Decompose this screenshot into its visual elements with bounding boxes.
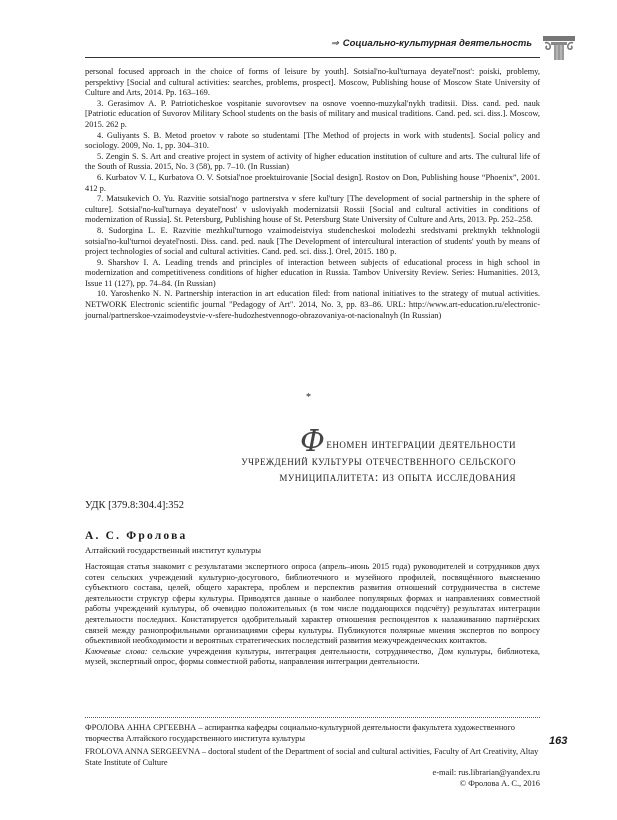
abstract-text: Настоящая статья знакомит с результатами экспертного опроса (апрель–июнь 2015 года) руководителей и сотрудников двух сотен сельских учреждений культурно-досугового, библиотечного и музейного профилей, посвящённого выяснению субъектного состава, целей, общего характера, проблем и перспектив развития отношений сотрудничества в системе деятельности структур сферы культуры. Приводятся данные о наиболее популярных формах и направлениях совместной работы учреждений культуры, об очевидно положительных (в том числе поддающихся подсчёту) результатах интеграции деятельности последних. Констатируется одобрительный характер отношения респондентов к налаживанию партнёрских связей между разнопрофильными организациями сферы культуры. Публикуются полярные мнения экспертов по вопросу объективной необходимости и вероятных стратегических последствий развития межучрежденческих контактов. <box>85 562 540 646</box>
reference-item: 9. Sharshov I. A. Leading trends and principles of interaction between subjects of educational process in high school in modernization and competitiveness conditions of higher education in Russia. Tambov University Review. Series: Humanities. 2013, Issue 11 (127), pp. 74–84. (In Russian) <box>85 257 540 288</box>
reference-item: 4. Guliyants S. B. Metod proetov v rabote so studentami [The Method of projects in work with students]. Social policy and sociology. 2009, No. 1, pp. 304–310. <box>85 130 540 151</box>
title-line-1 <box>130 424 516 459</box>
reference-item: 3. Gerasimov A. P. Patrioticheskoe vospitanie suvorovtsev na osnove voenno-muzykal'nykh traditsii. Diss. cand. ped. nauk [Patriotic education of Suvorov Military School students on the basis of military and musical traditions. Cand. ped. sci. diss.]. Moscow, 2015. 262 p. <box>85 98 540 129</box>
reference-list <box>85 67 540 321</box>
reference-item: 7. Matsukevich O. Yu. Razvitie sotsial'nogo partnerstva v sfere kul'tury [The development of social partnership in the sphere of culture]. Sotsial'no-kul'turnaya deyatel'nost' v usloviyakh modernizatsii Rossii [Social and cultural activities in conditions of modernization of Russia]. St. Petersburg, Publishing house of St. Petersburg State University of Culture and Arts, 2013. Pp. 252–258. <box>85 194 540 225</box>
author-affiliation: Алтайский государственный институт культуры <box>85 545 262 555</box>
title-line-3: муниципалитета: из опыта исследования <box>279 470 516 484</box>
title-line-2: учреждений культуры отечественного сельского <box>241 453 516 468</box>
abstract <box>85 562 540 668</box>
reference-item: 6. Kurbatov V. I., Kurbatova O. V. Sotsial'noe proektuirovanie [Social design]. Rostov on Don, Publishing house “Phoenix”, 2001. 412 p. <box>85 172 540 193</box>
section-title: Социально-культурная деятельность <box>342 38 532 49</box>
copyright: © Фролова А. С., 2016 <box>459 778 540 788</box>
author-info-ru: ФРОЛОВА АННА СРГЕЕВНА – аспирантка кафедры социально-культурной деятельности факультета художественного творчества Алтайского государственного института культуры <box>85 723 515 743</box>
reference-item: 10. Yaroshenko N. N. Partnership interaction in art education filed: from national initiatives to the strategy of mutual activities. NETWORK Electronic scientific journal "Pedagogy of Art". 2014, No. 3, pp. 83–86. URL: http://www.art-education.ru/electronic-journal/partnerskoe-vzaimodeystvie-v-sfere-hudozhestvennogo-obrazovaniya-ot-nacionalnyh (In Russian) <box>85 289 540 320</box>
footer-divider <box>85 717 540 718</box>
reference-item: personal focused approach in the choice of forms of leisure by youth]. Sotsial'no-kul'turnaya deyatel'nost': poiski, problemy, perspektivy [Social and cultural activities: searches, problems, prospect]. Moscow, Publishing house of Moscow State University of Culture and Arts, 2014. Pp. 163–169. <box>85 67 540 98</box>
keywords <box>85 647 540 668</box>
page-number: 163 <box>549 735 568 747</box>
author-name: А. С. Фролова <box>85 530 188 542</box>
column-capital-icon <box>541 34 577 62</box>
section-separator: * <box>306 392 311 403</box>
reference-item: 5. Zengin S. S. Art and creative project in system of activity of higher education institution of culture and arts. The cultural life of the South of Russia. 2015, No. 3 (58), pp. 7–10. (In Russian) <box>85 151 540 172</box>
title-line-1-text: еномен интеграции деятельности <box>326 437 516 451</box>
reference-item: 8. Sudorgina L. E. Razvitie mezhkul'turnogo vzaimodeistviya studencheskoi molodezhi sredstvami prektnykh tekhnologii sotsial'no-kul'turnoi deyatel'nosti. Diss. cand. ped. nauk [The Development of intercultural interaction of students' youth by means of project technologies of social and cultural activities. Cand. ped. sci. diss.]. Orel, 2015. 180 p. <box>85 225 540 257</box>
arrow-right-icon: ⇒ <box>330 38 339 49</box>
running-header <box>85 38 532 58</box>
author-email: e-mail: rus.librarian@yandex.ru <box>432 768 540 778</box>
udk-code: УДК [379.8:304.4]:352 <box>85 500 184 511</box>
header-rule <box>85 57 540 58</box>
title-dropcap: Ф <box>299 424 326 459</box>
keywords-label: Ключевые слова: <box>85 646 148 656</box>
article-title <box>130 424 516 486</box>
author-info-en: FROLOVA ANNA SERGEEVNA – doctoral student of the Department of social and cultural activities, Faculty of Art Creativity, Altay State Institute of Culture <box>85 747 539 767</box>
author-info-footer <box>85 723 540 790</box>
keywords-text: сельские учреждения культуры, интеграция деятельности, сотрудничество, Дом культуры, библиотека, музей, экспертный опрос, формы совместной работы, направления интеграции деятельности. <box>85 646 541 667</box>
